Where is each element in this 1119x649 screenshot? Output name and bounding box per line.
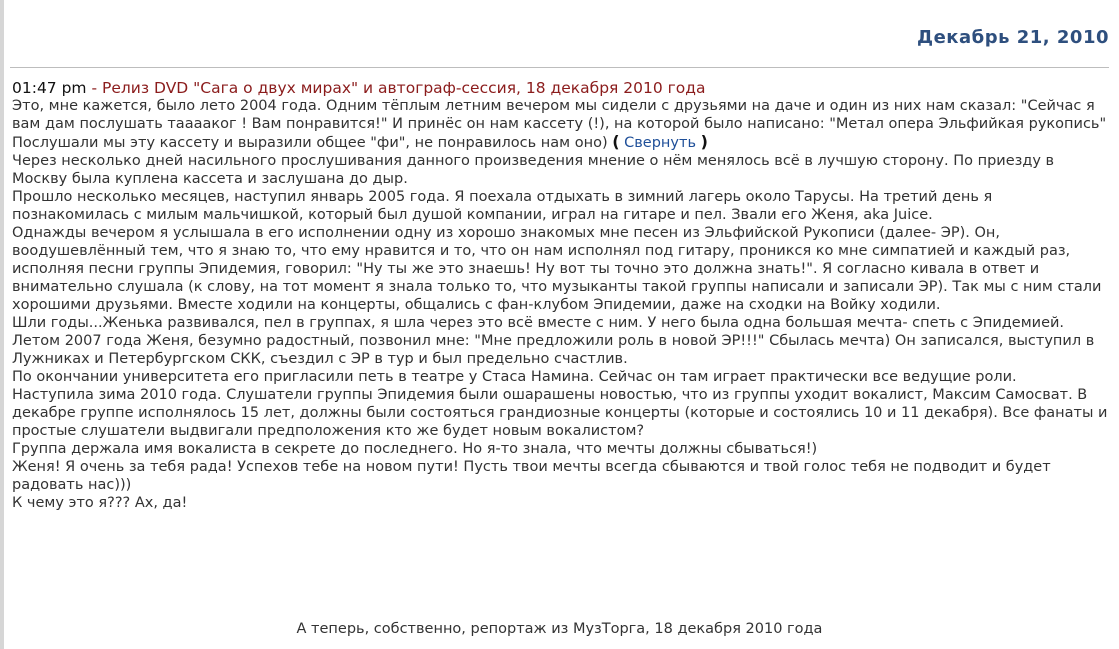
header-divider — [10, 67, 1109, 68]
left-frame-border — [0, 0, 4, 649]
entry-paragraph — [12, 97, 1112, 152]
entry-paragraph-text: Это, мне кажется, было лето 2004 года. Одним тёплым летним вечером мы сидели с друзьями на даче и один из них нам сказал: "Сейчас я вам дам послушать тааааког ! Вам понравится!" И принёс он нам кассету (!), на которой было написано: "Метал опера Эльфийкая рукопись" Послушали мы эту кассету и выразили общее "фи", не понравилось нам оно) — [12, 98, 1107, 151]
entry-paragraph: Наступила зима 2010 года. Слушатели группы Эпидемия были ошарашены новостью, что из группы уходит вокалист, Максим Самосват. В декабре группе исполнялось 15 лет, должны были состояться грандиозные концерты (которые и состоялись 10 и 11 декабря). Все фанаты и простые слушатели выдвигали предположения кто же будет новым вокалистом? — [12, 387, 1108, 439]
report-intro-line: А теперь, собственно, репортаж из МузТорга, 18 декабря 2010 года — [296, 621, 823, 637]
entry-header — [12, 79, 1112, 97]
entry-title: Релиз DVD "Сага о двух мирах" и автограф-сессия, 18 декабря 2010 года — [102, 79, 706, 97]
journal-entry — [12, 79, 1112, 512]
entry-time: 01:47 pm — [12, 79, 87, 97]
entry-paragraph: По окончании университета его пригласили петь в театре у Стаса Намина. Сейчас он там играет практически все ведущие роли. — [12, 369, 1017, 385]
entry-paragraph: Летом 2007 года Женя, безумно радостный, позвонил мне: "Мне предложили роль в новой ЭР!!!" Сбылась мечта) Он записался, выступил в Лужниках и Петербургском СКК, съездил с ЭР в тур и был предельно счастлив. — [12, 333, 1095, 367]
entry-paragraph: Женя! Я очень за тебя рада! Успехов тебе на новом пути! Пусть твои мечты всегда сбываются и твой голос тебя не подводит и будет радовать нас))) — [12, 459, 1051, 493]
collapse-link[interactable]: Свернуть — [624, 135, 696, 151]
entry-paragraph: Однажды вечером я услышала в его исполнении одну из хорошо знакомых мне песен из Эльфийской Рукописи (далее- ЭР). Он, воодушевлённый тем, что я знаю то, что ему нравится и то, что он нам исполнял под гитару, проникся ко мне симпатией и каждый раз, исполняя песни группы Эпидемия, говорил: "Ну ты же это знаешь! Ну вот ты точно это должна знать!". Я согласно кивала в ответ и внимательно слушала (к слову, на тот момент я знала только то, что музыканты такой группы написали и записали ЭР). Так мы с ним стали хорошими друзьями. Вместе ходили на концерты, общались с фан-клубом Эпидемии, даже на сходки на Войку ходили. — [12, 225, 1102, 313]
entry-paragraph: К чему это я??? Ах, да! — [12, 495, 188, 511]
entry-separator: - — [86, 79, 102, 97]
collapse-close-paren: ) — [700, 132, 708, 151]
entry-paragraph: Шли годы...Женька развивался, пел в группах, я шла через это всё вместе с ним. У него была одна большая мечта- спеть с Эпидемией. — [12, 315, 1065, 331]
entry-paragraph: Прошло несколько месяцев, наступил январь 2005 года. Я поехала отдыхать в зимний лагерь около Тарусы. На третий день я познакомилась с милым мальчишкой, который был душой компании, играл на гитаре и пел. Звали его Женя, aka Juice. — [12, 189, 993, 223]
entry-paragraph: Группа держала имя вокалиста в секрете до последнего. Но я-то знала, что мечты должны сбываться!) — [12, 441, 818, 457]
date-header: Декабрь 21, 2010 — [917, 27, 1109, 48]
collapse-open-paren: ( — [612, 132, 620, 151]
entry-body — [12, 97, 1112, 512]
entry-paragraph: Через несколько дней насильного прослушивания данного произведения мнение о нём менялось всё в лучшую сторону. По приезду в Москву была куплена кассета и заслушана до дыр. — [12, 153, 1055, 187]
